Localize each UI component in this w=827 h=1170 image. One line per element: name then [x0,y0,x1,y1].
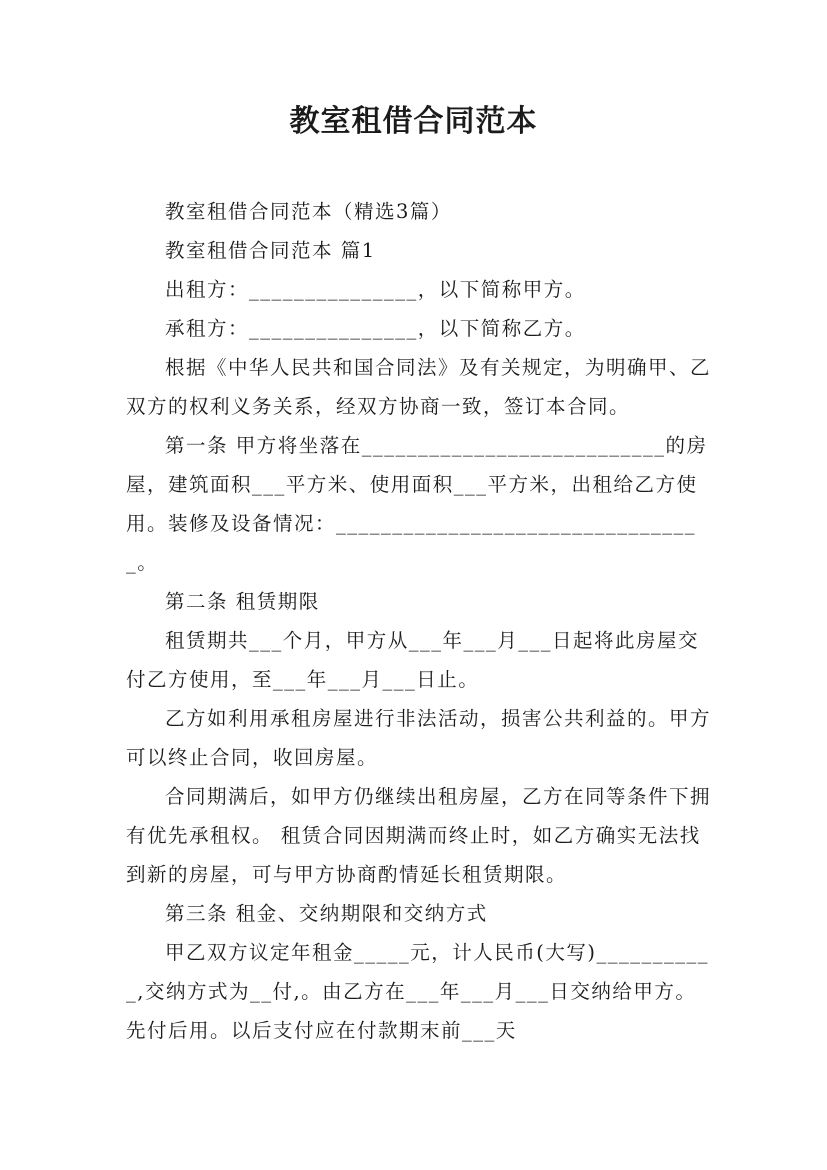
paragraph-lease-term: 租赁期共___个月，甲方从___年___月___日起将此房屋交付乙方使用，至___年___月___日止。 [126,629,700,691]
document-title: 教室租借合同范本 [289,104,538,139]
paragraph-lessor: 出租方：_______________，以下简称甲方。 [165,278,586,301]
paragraph-rent-payment: 甲乙双方议定年租金_____元，计人民币(大写)___________,交纳方式为__付,。由乙方在___年___月___日交纳给甲方。先付后用。以后支付应在付款期末前___天 [126,941,709,1042]
paragraph-article-1: 第一条 甲方将坐落在___________________________的房屋，建筑面积___平方米、使用面积___平方米，出租给乙方使用。装修及设备情况：_________________________________。 [126,434,708,574]
paragraph-lessee: 承租方：_______________，以下简称乙方。 [165,317,586,340]
paragraph-preamble: 根据《中华人民共和国合同法》及有关规定，为明确甲、乙双方的权利义务关系，经双方协商一致，签订本合同。 [126,356,712,418]
paragraph-subtitle: 教室租借合同范本（精选3篇） [165,200,452,223]
document-body [126,192,712,1050]
paragraph-renewal: 合同期满后，如甲方仍继续出租房屋，乙方在同等条件下拥有优先承租权。 租赁合同因期满而终止时，如乙方确实无法找到新的房屋，可与甲方协商酌情延长租赁期限。 [126,785,712,886]
paragraph-section-heading: 教室租借合同范本 篇1 [165,239,376,262]
paragraph-article-3-heading: 第三条 租金、交纳期限和交纳方式 [165,902,488,925]
paragraph-article-2-heading: 第二条 租赁期限 [165,590,320,613]
paragraph-illegal-use: 乙方如利用承租房屋进行非法活动，损害公共利益的。甲方可以终止合同，收回房屋。 [126,707,712,769]
